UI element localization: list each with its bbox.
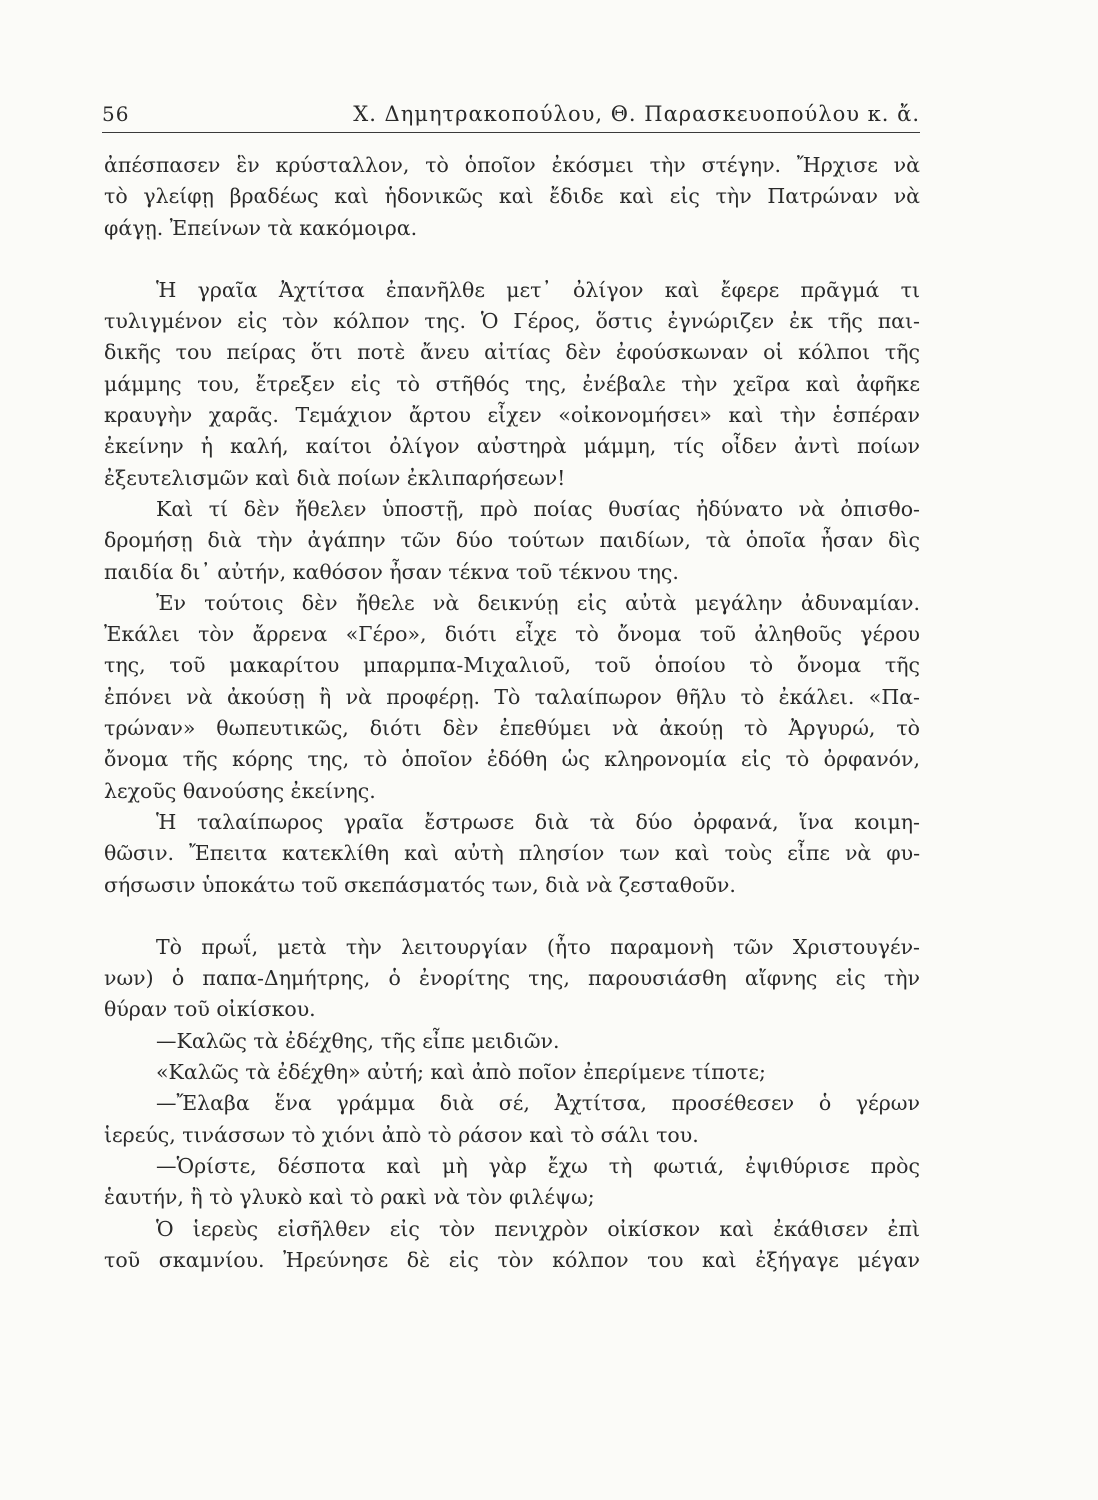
text-line: δρομήσῃ διὰ τὴν ἀγάπην τῶν δύο τούτων παιδίων, τὰ ὁποῖα ἦσαν δὶς (104, 528, 920, 553)
text-line: ἐξευτελισμῶν καὶ διὰ ποίων ἐκλιπαρήσεων! (104, 465, 566, 490)
text-line: Ἡ ταλαίπωρος γραῖα ἔστρωσε διὰ τὰ δύο ὀρφανά, ἵνα κοιμη- (156, 809, 920, 834)
text-line: τοῦ σκαμνίου. Ἠρεύνησε δὲ εἰς τὸν κόλπον του καὶ ἐξήγαγε μέγαν (104, 1247, 920, 1272)
text-line: θύραν τοῦ οἰκίσκου. (104, 997, 316, 1022)
text-line: ἐπόνει νὰ ἀκούσῃ ἢ νὰ προφέρῃ. Τὸ ταλαίπωρον θῆλυ τὸ ἐκάλει. «Πα- (104, 684, 920, 709)
text-line: τυλιγμένον εἰς τὸν κόλπον της. Ὁ Γέρος, ὅστις ἐγνώριζεν ἐκ τῆς παι- (104, 309, 920, 334)
text-line: ἑαυτήν, ἢ τὸ γλυκὸ καὶ τὸ ρακὶ νὰ τὸν φιλέψω; (104, 1185, 595, 1210)
text-line: μάμμης του, ἔτρεξεν εἰς τὸ στῆθός της, ἐνέβαλε τὴν χεῖρα καὶ ἀφῆκε (104, 371, 920, 396)
text-line: δικῆς του πείρας ὅτι ποτὲ ἄνευ αἰτίας δὲν ἐφούσκωναν οἱ κόλποι τῆς (104, 340, 920, 365)
text-line: —Ἔλαβα ἕνα γράμμα διὰ σέ, Ἀχτίτσα, προσέθεσεν ὁ γέρων (156, 1091, 920, 1116)
text-line: ἱερεύς, τινάσσων τὸ χιόνι ἀπὸ τὸ ράσον καὶ τὸ σάλι του. (104, 1122, 699, 1147)
text-line: τρώναν» θωπευτικῶς, διότι δὲν ἐπεθύμει νὰ ἀκούῃ τὸ Ἀργυρώ, τὸ (104, 716, 920, 741)
text-line: νων) ὁ παπα-Δημήτρης, ὁ ἐνορίτης της, παρουσιάσθη αἴφνης εἰς τὴν (104, 966, 920, 991)
text-line: Τὸ πρωΐ, μετὰ τὴν λειτουργίαν (ἦτο παραμονὴ τῶν Χριστουγέν- (156, 934, 920, 959)
text-line: ἐκείνην ἡ καλή, καίτοι ὀλίγον αὐστηρὰ μάμμη, τίς οἶδεν ἀντὶ ποίων (104, 434, 920, 459)
body-text (104, 150, 920, 1276)
text-line: ὄνομα τῆς κόρης της, τὸ ὁποῖον ἐδόθη ὡς κληρονομία εἰς τὸ ὀρφανόν, (104, 747, 920, 772)
text-line: Ἐν τούτοις δὲν ἤθελε νὰ δεικνύῃ εἰς αὐτὰ μεγάλην ἀδυναμίαν. (156, 590, 920, 615)
text-line: σήσωσιν ὑποκάτω τοῦ σκεπάσματός των, διὰ νὰ ζεσταθοῦν. (104, 872, 736, 897)
text-line: θῶσιν. Ἔπειτα κατεκλίθη καὶ αὐτὴ πλησίον των καὶ τοὺς εἶπε νὰ φυ- (104, 841, 920, 866)
running-title: Χ. Δημητρακοπούλου, Θ. Παρασκευοπούλου κ. ἄ. (353, 102, 920, 126)
header-rule (102, 132, 920, 133)
text-line: —Ὁρίστε, δέσποτα καὶ μὴ γὰρ ἔχω τὴ φωτιά, ἐψιθύρισε πρὸς (156, 1153, 920, 1178)
text-line: ἀπέσπασεν ἓν κρύσταλλον, τὸ ὁποῖον ἐκόσμει τὴν στέγην. Ἤρχισε νὰ (104, 153, 920, 177)
page-number: 56 (102, 102, 130, 126)
text-line: —Καλῶς τὰ ἐδέχθης, τῆς εἶπε μειδιῶν. (156, 1028, 560, 1053)
text-line: λεχοῦς θανούσης ἐκείνης. (104, 778, 376, 803)
text-line: Ἡ γραῖα Ἀχτίτσα ἐπανῆλθε μετ᾽ ὀλίγον καὶ ἔφερε πρᾶγμά τι (156, 277, 920, 302)
paragraph-gap (104, 244, 920, 275)
text-line: κραυγὴν χαρᾶς. Τεμάχιον ἄρτου εἶχεν «οἰκονομήσει» καὶ τὴν ἑσπέραν (104, 403, 920, 428)
text-line: Ἐκάλει τὸν ἄρρενα «Γέρο», διότι εἶχε τὸ ὄνομα τοῦ ἀληθοῦς γέρου (104, 622, 920, 647)
text-line: «Καλῶς τὰ ἐδέχθη» αὐτή; καὶ ἀπὸ ποῖον ἐπερίμενε τίποτε; (156, 1060, 766, 1085)
text-line: παιδία δι᾽ αὐτήν, καθόσον ἦσαν τέκνα τοῦ τέκνου της. (104, 559, 679, 584)
paragraph-gap (104, 901, 920, 932)
text-line: τὸ γλείφῃ βραδέως καὶ ἡδονικῶς καὶ ἔδιδε καὶ εἰς τὴν Πατρώναν νὰ (104, 184, 920, 209)
text-line: Καὶ τί δὲν ἤθελεν ὑποστῇ, πρὸ ποίας θυσίας ἠδύνατο νὰ ὀπισθο- (156, 496, 920, 521)
text-line: της, τοῦ μακαρίτου μπαρμπα-Μιχαλιοῦ, τοῦ ὁποίου τὸ ὄνομα τῆς (104, 653, 920, 678)
text-line: φάγῃ. Ἐπείνων τὰ κακόμοιρα. (104, 215, 418, 240)
page-header (102, 100, 920, 130)
text-line: Ὁ ἱερεὺς εἰσῆλθεν εἰς τὸν πενιχρὸν οἰκίσκον καὶ ἐκάθισεν ἐπὶ (156, 1216, 920, 1241)
